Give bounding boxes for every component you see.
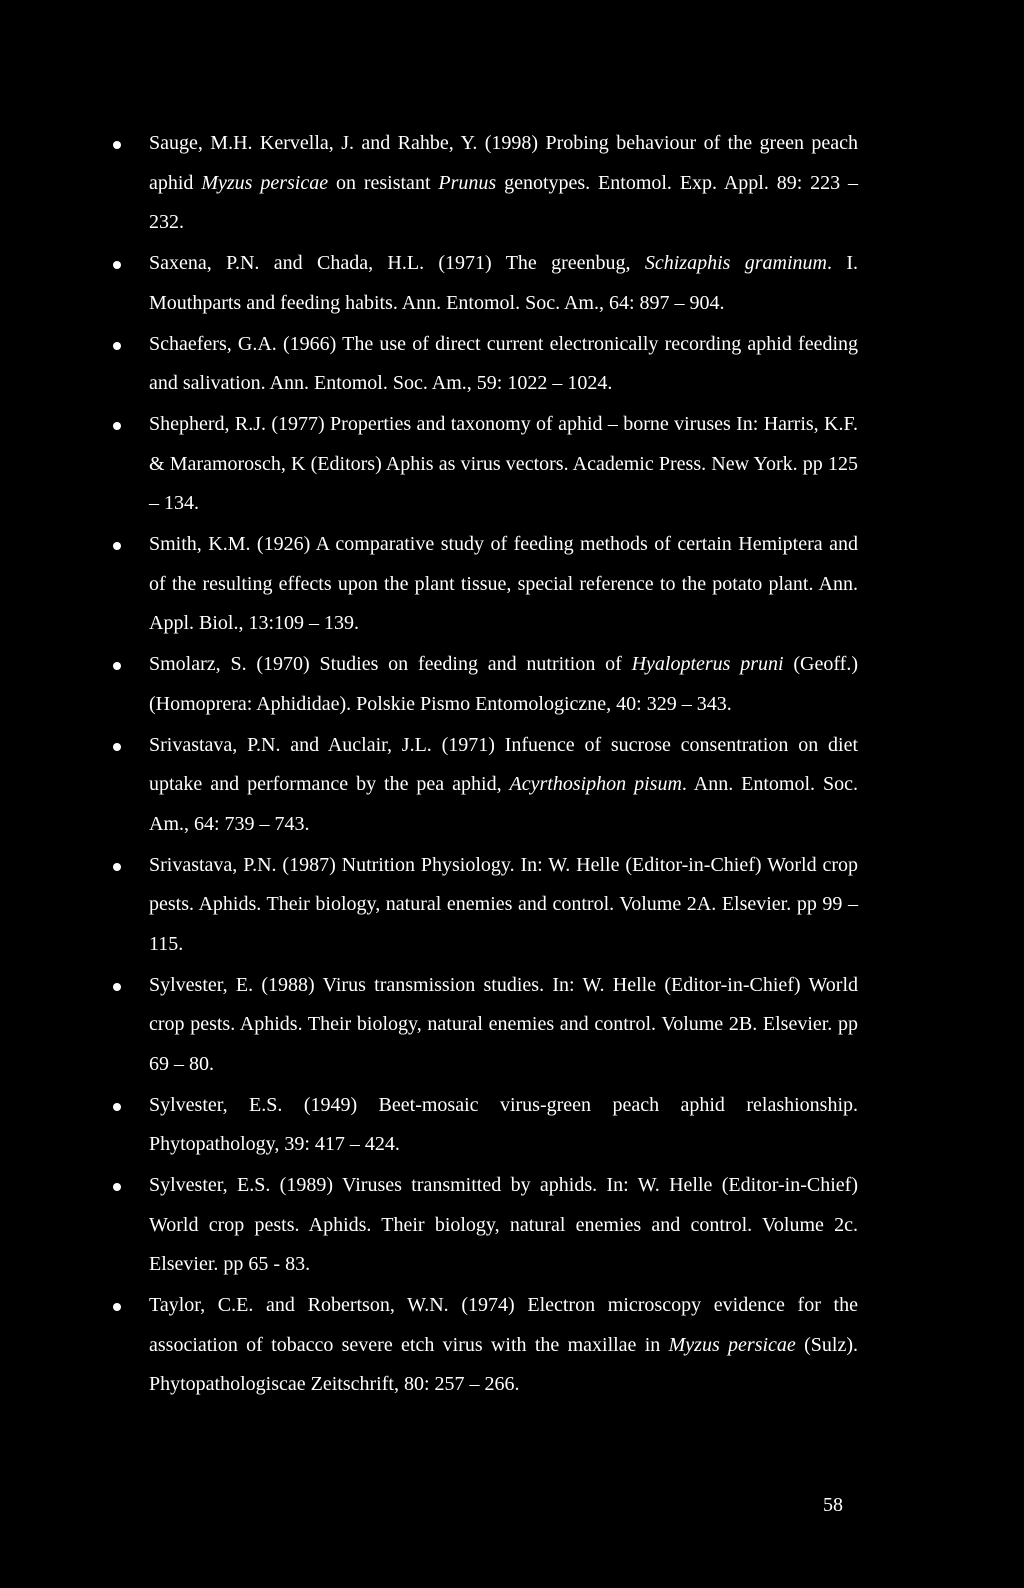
page-number: 58 (823, 1494, 843, 1516)
bullet-icon (113, 1103, 121, 1111)
reference-item (113, 846, 858, 965)
reference-text-run: Srivastava, P.N. (1987) Nutrition Physiology. In: W. Helle (Editor-in-Chief) World crop pests. Aphids. Their biology, natural enemies and control. Volume 2A. Elsevier. pp 99 – 115. (149, 853, 858, 955)
reference-text (149, 734, 858, 835)
bullet-icon (113, 342, 121, 350)
reference-text-run: Sylvester, E. (1988) Virus transmission studies. In: W. Helle (Editor-in-Chief) World crop pests. Aphids. Their biology, natural enemies and control. Volume 2B. Elsevier. pp 69 – 80. (149, 973, 858, 1075)
species-name-italic: Schizaphis graminum (644, 252, 827, 274)
species-name-italic: Myzus persicae (201, 171, 329, 194)
reference-text-run: genotypes. Entomol. Exp. Appl. 89: 223 – 232. (149, 171, 859, 233)
reference-text (149, 653, 858, 715)
bullet-icon (113, 1303, 121, 1311)
bullet-icon (113, 863, 121, 871)
bullet-icon (113, 261, 121, 269)
reference-text-run: Srivastava, P.N. and Auclair, J.L. (1971) Infuence of sucrose consentration on diet uptake and performance by the pea aphid, (149, 733, 858, 795)
reference-text-run: Sylvester, E.S. (1989) Viruses transmitted by aphids. In: W. Helle (Editor-in-Chief) World crop pests. Aphids. Their biology, natural enemies and control. Volume 2c. Elsevier. pp 65 - 83. (149, 1174, 858, 1275)
reference-text (149, 413, 858, 514)
reference-item (113, 645, 858, 724)
reference-item (113, 244, 858, 323)
reference-list (113, 124, 858, 1406)
reference-item (113, 726, 858, 845)
reference-text-run: Shepherd, R.J. (1977) Properties and taxonomy of aphid – borne viruses In: Harris, K.F. & Maramorosch, K (Editors) Aphis as virus vectors. Academic Press. New York. pp 125 – 134. (149, 413, 858, 514)
reference-item (113, 525, 858, 644)
reference-text-run: Saxena, P.N. and Chada, H.L. (1971) The greenbug, (149, 252, 645, 274)
reference-item (113, 1086, 858, 1165)
reference-text (149, 1294, 858, 1395)
species-name-italic: Myzus persicae (668, 1333, 796, 1356)
species-name-italic: Hyalopterus pruni (631, 653, 784, 675)
reference-text (149, 252, 858, 314)
reference-item (113, 1286, 858, 1405)
reference-text-run: . I. Mouthparts and feeding habits. Ann. Entomol. Soc. Am., 64: 897 – 904. (149, 252, 858, 314)
reference-text-run: (Sulz). Phytopathologiscae Zeitschrift, 80: 257 – 266. (149, 1333, 858, 1395)
reference-text-run: Sylvester, E.S. (1949) Beet-mosaic virus-green peach aphid relashionship. Phytopathology, 39: 417 – 424. (149, 1093, 858, 1155)
species-name-italic: Prunus (438, 171, 497, 194)
reference-item (113, 124, 858, 243)
reference-text (149, 854, 858, 955)
species-name-italic: Acyrthosiphon pisum (509, 773, 682, 795)
reference-item (113, 966, 858, 1085)
reference-text-run: (Geoff.) (Homoprera: Aphididae). Polskie Pismo Entomologiczne, 40: 329 – 343. (149, 653, 858, 715)
reference-text-run: Smolarz, S. (1970) Studies on feeding and nutrition of (149, 653, 632, 675)
reference-text (149, 1174, 858, 1275)
reference-text-run: Schaefers, G.A. (1966) The use of direct current electronically recording aphid feeding and salivation. Ann. Entomol. Soc. Am., 59: 1022 – 1024. (149, 332, 858, 394)
reference-text-run: Taylor, C.E. and Robertson, W.N. (1974) Electron microscopy evidence for the association of tobacco severe etch virus with the maxillae in (149, 1294, 858, 1356)
reference-text-run: . Ann. Entomol. Soc. Am., 64: 739 – 743. (149, 773, 858, 835)
reference-text (149, 974, 858, 1075)
bullet-icon (113, 542, 121, 550)
bullet-icon (113, 662, 121, 670)
reference-text (149, 1094, 858, 1156)
reference-text (149, 533, 858, 634)
bullet-icon (113, 983, 121, 991)
bullet-icon (113, 743, 121, 751)
bullet-icon (113, 422, 121, 430)
reference-item (113, 405, 858, 524)
reference-text-run: on resistant (328, 171, 439, 194)
reference-text-run: Sauge, M.H. Kervella, J. and Rahbe, Y. (1998) Probing behaviour of the green peach aphid (149, 132, 858, 194)
reference-item (113, 1166, 858, 1285)
reference-item (113, 325, 858, 404)
reference-text-run: Smith, K.M. (1926) A comparative study of feeding methods of certain Hemiptera and of the resulting effects upon the plant tissue, special reference to the potato plant. Ann. Appl. Biol., 13:109 – 139. (149, 533, 858, 634)
bullet-icon (113, 1183, 121, 1191)
reference-text (149, 132, 858, 233)
reference-text (149, 333, 858, 395)
bullet-icon (113, 141, 121, 149)
